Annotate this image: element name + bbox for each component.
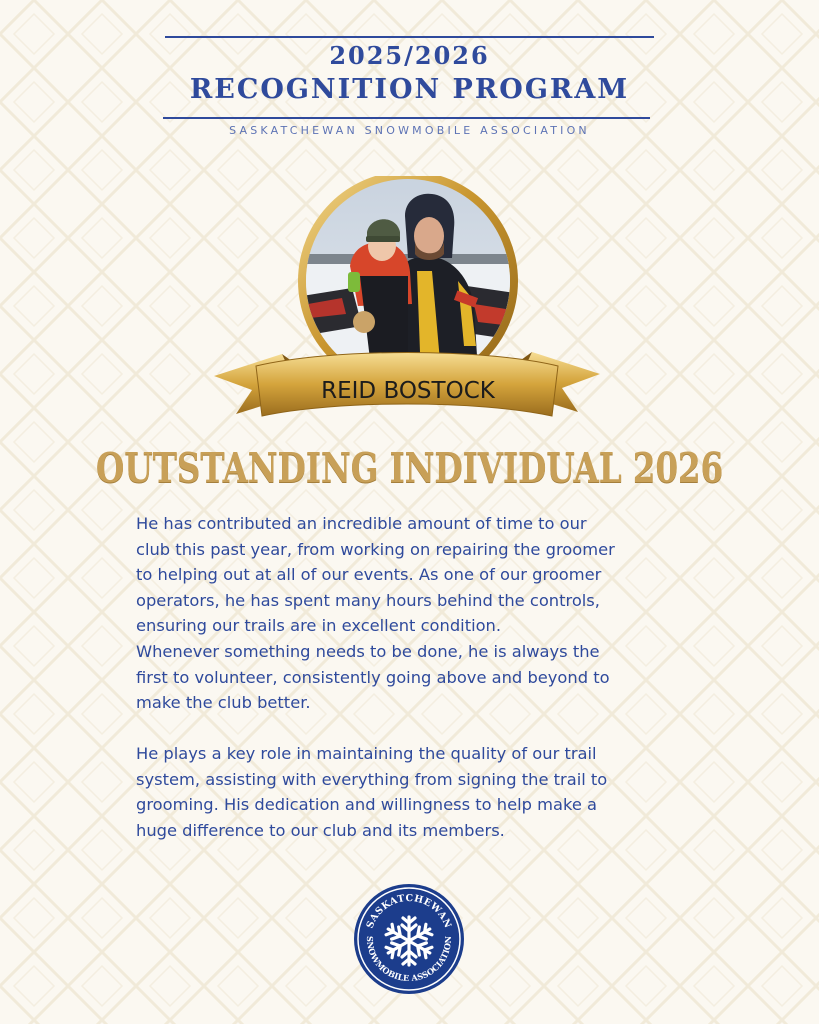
description-paragraph-1: He has contributed an incredible amount of time to our club this past year, from working on repairing the groomer to helping out at all of our events. As one of our groomer operators, he has spent many hours behind the controls, ensuring our trails are in excellent condition. Whenever something needs to be done, he is always the first to volunteer, consistently going above and beyond to make the club better.: [136, 514, 615, 713]
program-year: 2025/2026: [329, 41, 490, 70]
logo-text-bottom: SNOWMOBILE ASSOCIATION: [364, 935, 454, 984]
header-rule-bottom: [163, 117, 650, 119]
program-title: RECOGNITION PROGRAM: [189, 74, 630, 105]
recipient-portrait: [212, 176, 602, 430]
description-paragraph-2: He plays a key role in maintaining the quality of our trail system, assisting with everything from signing the trail to grooming. His dedication and willingness to help make a huge difference to our club and its members.: [136, 744, 608, 840]
header-rule-top: [165, 36, 654, 38]
recipient-name: REID BOSTOCK: [321, 378, 495, 404]
association-name: SASKATCHEWAN SNOWMOBILE ASSOCIATION: [229, 124, 590, 137]
logo-text-top: SASKATCHEWAN: [364, 892, 454, 930]
association-logo: [353, 883, 465, 995]
award-title: OUTSTANDING INDIVIDUAL 2026: [95, 444, 724, 492]
name-ribbon: [214, 352, 600, 416]
